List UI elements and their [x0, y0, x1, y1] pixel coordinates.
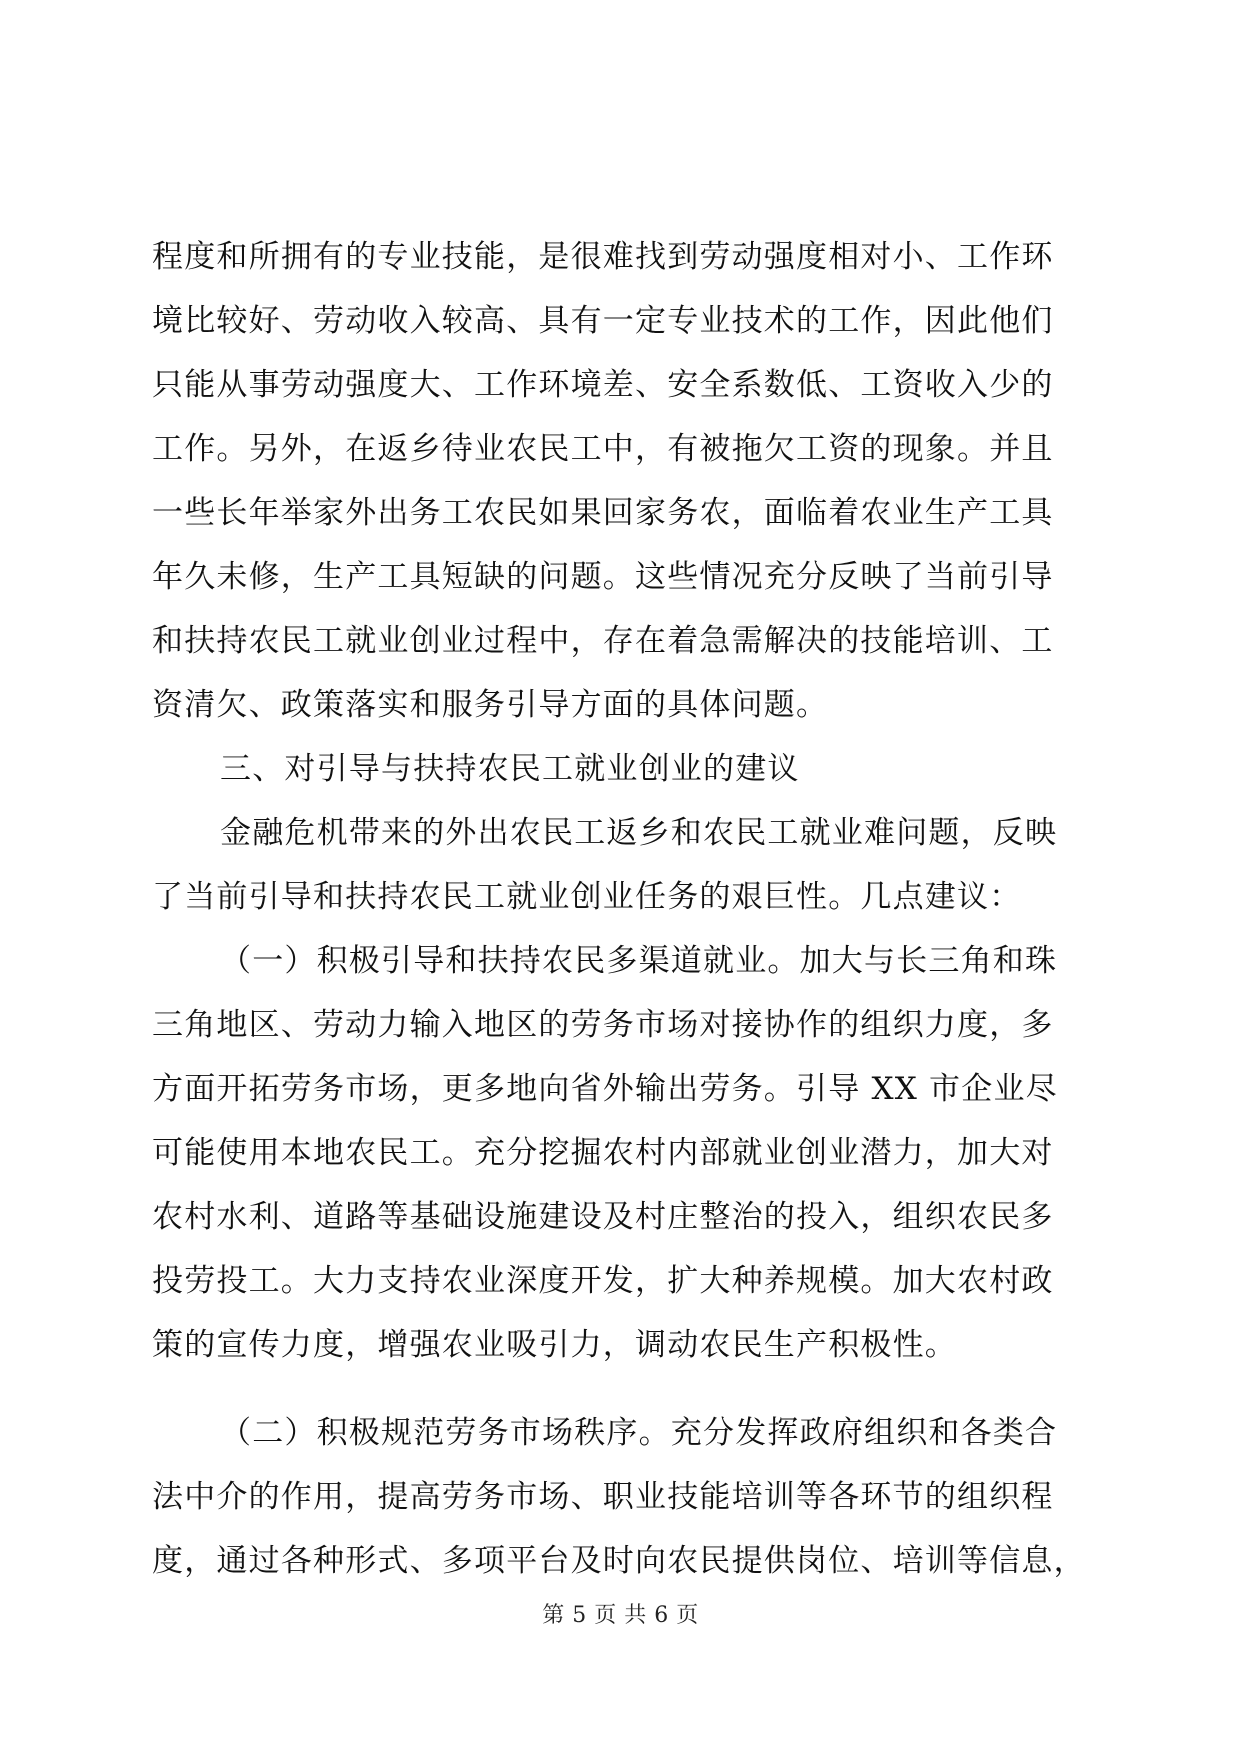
text-line: 程度和所拥有的专业技能，是很难找到劳动强度相对小、工作环 — [152, 239, 1054, 275]
text-line: 方面开拓劳务市场，更多地向省外输出劳务。引导 XX 市企业尽 — [152, 1071, 1058, 1107]
document-body — [152, 225, 1092, 1593]
text-line: 资清欠、政策落实和服务引导方面的具体问题。 — [152, 687, 829, 723]
text-line: 境比较好、劳动收入较高、具有一定专业技术的工作，因此他们 — [152, 303, 1054, 339]
paragraph-intro — [152, 801, 1092, 929]
text-line: 了当前引导和扶持农民工就业创业任务的艰巨性。几点建议： — [152, 879, 1022, 915]
section-heading: 三、对引导与扶持农民工就业创业的建议 — [220, 751, 800, 787]
text-line: 投劳投工。大力支持农业深度开发，扩大种养规模。加大农村政 — [152, 1263, 1054, 1299]
page-number: 第 5 页 共 6 页 — [542, 1603, 699, 1628]
text-line: 工作。另外，在返乡待业农民工中，有被拖欠工资的现象。并且 — [152, 431, 1054, 467]
page-footer — [0, 1598, 1241, 1629]
paragraph-suggestion-one — [152, 929, 1092, 1377]
paragraph-spacer — [152, 1377, 1092, 1401]
text-line: 农村水利、道路等基础设施建设及村庄整治的投入，组织农民多 — [152, 1199, 1054, 1235]
text-line: 策的宣传力度，增强农业吸引力，调动农民生产积极性。 — [152, 1327, 957, 1363]
text-line: 度，通过各种形式、多项平台及时向农民提供岗位、培训等信息， — [152, 1543, 1086, 1579]
text-line: 金融危机带来的外出农民工返乡和农民工就业难问题，反映 — [220, 815, 1058, 851]
text-line: （一）积极引导和扶持农民多渠道就业。加大与长三角和珠 — [220, 943, 1058, 979]
text-line: 三角地区、劳动力输入地区的劳务市场对接协作的组织力度，多 — [152, 1007, 1054, 1043]
text-line: 只能从事劳动强度大、工作环境差、安全系数低、工资收入少的 — [152, 367, 1054, 403]
text-line: （二）积极规范劳务市场秩序。充分发挥政府组织和各类合 — [220, 1415, 1058, 1451]
text-line: 年久未修，生产工具短缺的问题。这些情况充分反映了当前引导 — [152, 559, 1054, 595]
text-line: 可能使用本地农民工。充分挖掘农村内部就业创业潜力，加大对 — [152, 1135, 1054, 1171]
text-line: 一些长年举家外出务工农民如果回家务农，面临着农业生产工具 — [152, 495, 1054, 531]
text-line: 法中介的作用，提高劳务市场、职业技能培训等各环节的组织程 — [152, 1479, 1054, 1515]
text-line: 和扶持农民工就业创业过程中，存在着急需解决的技能培训、工 — [152, 623, 1054, 659]
paragraph-suggestion-two — [152, 1401, 1092, 1593]
paragraph-continuation — [152, 225, 1092, 737]
